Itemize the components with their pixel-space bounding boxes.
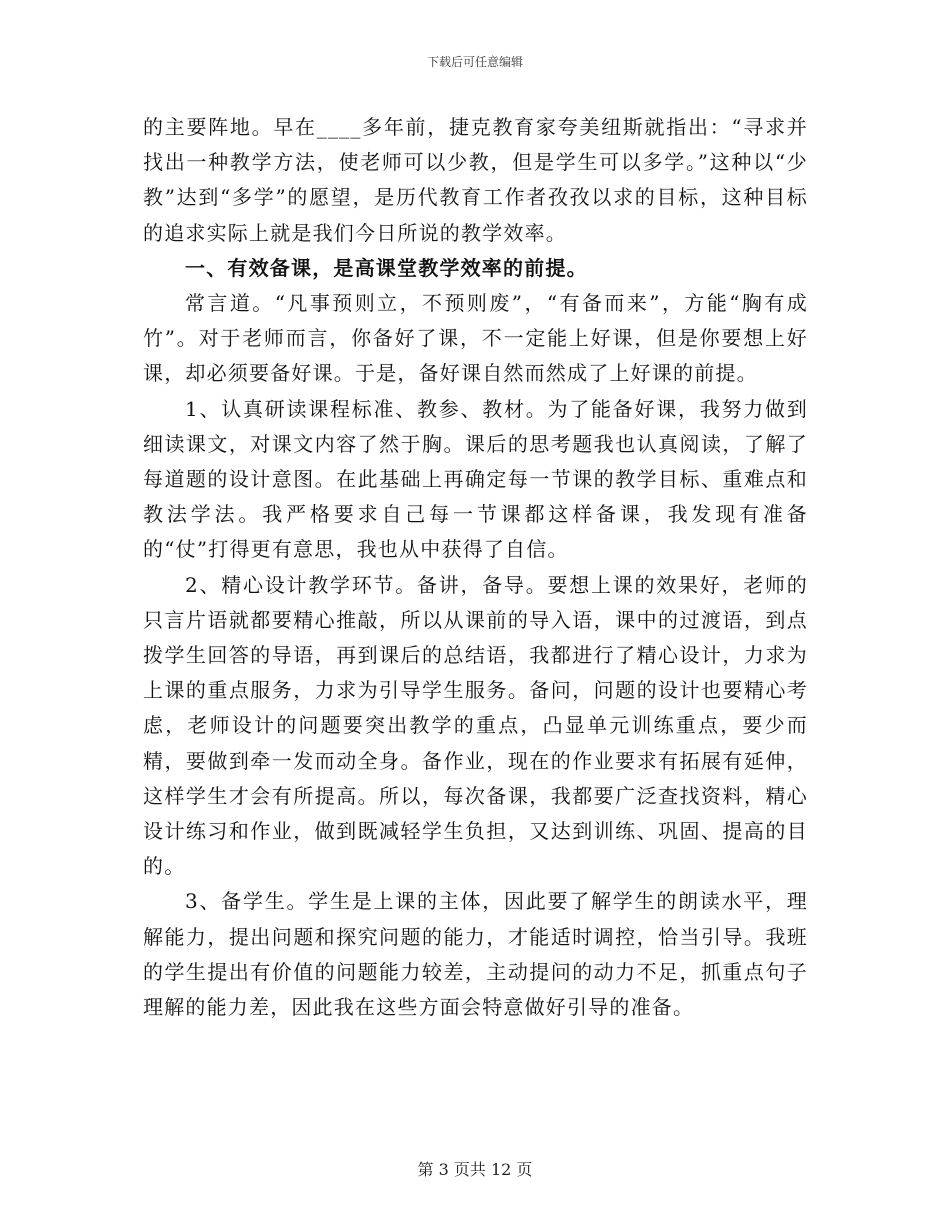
paragraph-point-2: 2、精心设计教学环节。备讲，备导。要想上课的效果好，老师的只言片语就都要精心推敲，所以从课前的导入语，课中的过渡语，到点拨学生回答的导语，再到课后的总结语，我都进行了精心设计，力求为上课的重点服务，力求为引导学生服务。备问，问题的设计也要精心考虑，老师设计的问题要突出教学的重点，凸显单元训练重点，要少而精，要做到牵一发而动全身。备作业，现在的作业要求有拓展有延伸，这样学生才会有所提高。所以，每次备课，我都要广泛查找资料，精心设计练习和作业，做到既减轻学生负担，又达到训练、巩固、提高的目的。 — [143, 572, 808, 879]
paragraph-point-1: 1、认真研读课程标准、教参、教材。为了能备好课，我努力做到细读课文，对课文内容了然于胸。课后的思考题我也认真阅读，了解了每道题的设计意图。在此基础上再确定每一节课的教学目标、重难点和教法学法。我严格要求自己每一节课都这样备课，我发现有准备的“仗”打得更有意思，我也从中获得了自信。 — [143, 396, 808, 562]
page-footer: 第 3 页共 12 页 — [417, 1160, 533, 1179]
document-body — [143, 110, 808, 1025]
paragraph-point-3: 3、备学生。学生是上课的主体，因此要了解学生的朗读水平，理解能力，提出问题和探究问题的能力，才能适时调控，恰当引导。我班的学生提出有价值的问题能力较差，主动提问的动力不足，抓重点句子理解的能力差，因此我在这些方面会特意做好引导的准备。 — [143, 889, 808, 1020]
page-header: 下载后可任意编辑 — [426, 55, 523, 69]
paragraph-intro-continuation: 的主要阵地。早在____多年前，捷克教育家夸美纽斯就指出：“寻求并找出一种教学方法，使老师可以少教，但是学生可以多学。”这种以“少教”达到“多学”的愿望，是历代教育工作者孜孜以求的目标，这种目标的追求实际上就是我们今日所说的教学效率。 — [143, 115, 808, 245]
paragraph-proverb: 常言道。“凡事预则立，不预则废”，“有备而来”，方能“胸有成竹”。对于老师而言，你备好了课，不一定能上好课，但是你要想上好课，却必须要备好课。于是，备好课自然而然成了上好课的前提。 — [143, 291, 808, 386]
section-heading: 一、有效备课，是高课堂教学效率的前提。 — [185, 255, 588, 280]
